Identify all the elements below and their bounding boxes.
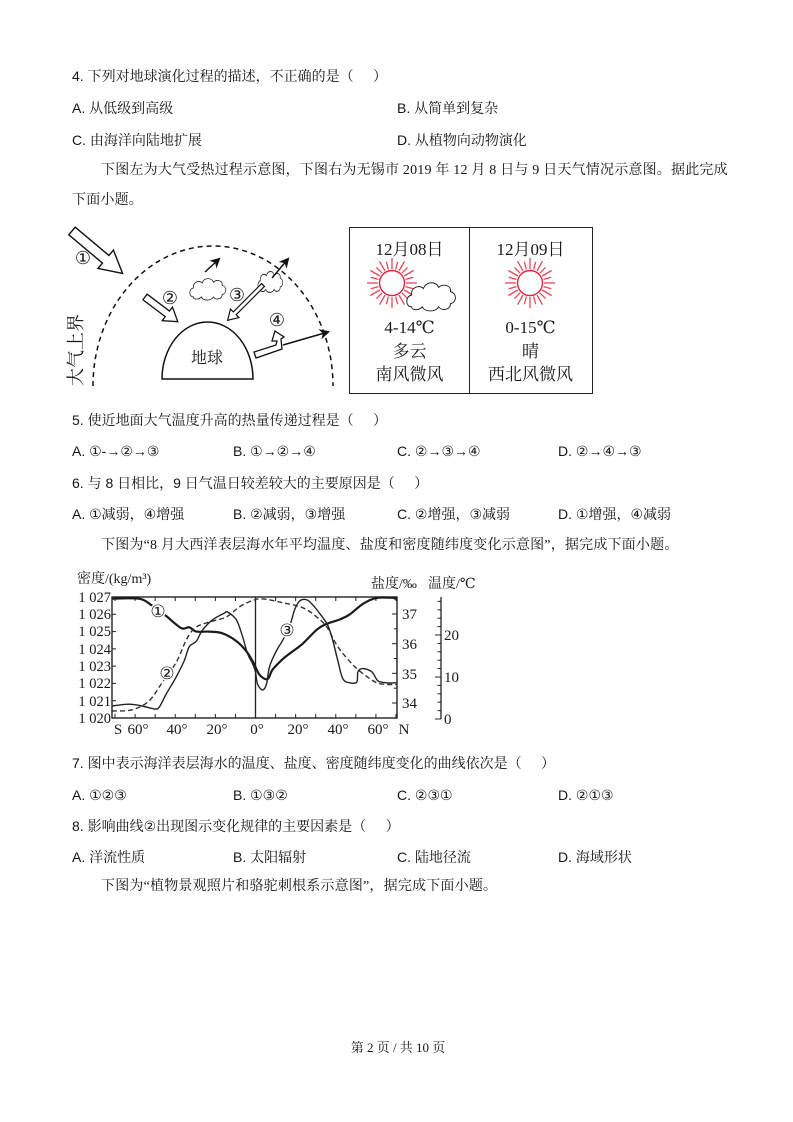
latitude-tick: 60° — [367, 722, 389, 738]
question-5-option-a: A. ①-→②→③ — [72, 443, 160, 459]
density-axis-label: 密度/(kg/m³) — [77, 572, 152, 587]
sun-icon — [503, 256, 557, 310]
marker-2: ② — [161, 288, 179, 308]
earth-label: 地球 — [190, 350, 224, 367]
question-8-stem: 8. 影响曲线②出现图示变化规律的主要因素是（ ） — [72, 818, 400, 834]
density-tick-labels — [78, 590, 111, 727]
weather-day-2-wind: 西北风微风 — [488, 365, 573, 384]
question-8-option-b: B. 太阳辐射 — [233, 849, 307, 865]
latitude-tick: 20° — [206, 722, 228, 738]
question-7-option-a: A. ①②③ — [72, 787, 127, 803]
passage-2: 下图为“8 月大西洋表层海水年平均温度、盐度和密度随纬度变化示意图”，据完成下面小题。 — [101, 538, 679, 553]
weather-day-2-temp: 0-15℃ — [505, 318, 556, 337]
temperature-tick: 0 — [444, 712, 452, 728]
question-7-stem: 7. 图中表示海洋表层海水的温度、盐度、密度随纬度变化的曲线依次是（ ） — [72, 755, 556, 771]
density-tick: 1 021 — [78, 694, 111, 710]
temperature-tick-labels — [444, 628, 459, 728]
question-8-option-a: A. 洋流性质 — [72, 849, 146, 865]
passage-3: 下图为“植物景观照片和骆驼刺根系示意图”，据完成下面小题。 — [101, 879, 498, 894]
question-4-option-c: C. 由海洋向陆地扩展 — [72, 132, 202, 148]
salinity-axis-label: 盐度/‰ — [371, 577, 417, 592]
density-tick: 1 027 — [78, 590, 111, 606]
curve-2-label: ② — [159, 664, 175, 683]
question-7-option-b: B. ①③② — [233, 787, 288, 803]
question-7-option-c: C. ②③① — [397, 787, 453, 803]
question-5-option-d: D. ②→④→③ — [558, 443, 642, 459]
density-tick: 1 020 — [78, 711, 111, 727]
weather-day-1-condition: 多云 — [392, 342, 427, 361]
question-4-option-b: B. 从简单到复杂 — [397, 100, 499, 116]
weather-day-1-temp: 4-14℃ — [384, 318, 435, 337]
latitude-tick: 40° — [327, 722, 349, 738]
marker-4: ④ — [268, 310, 286, 330]
question-4-stem: 4. 下列对地球演化过程的描述，不正确的是（ ） — [72, 68, 388, 84]
ground-radiation-arrow-icon — [254, 331, 284, 358]
question-6-option-a: A. ①减弱，④增强 — [72, 506, 185, 522]
density-tick: 1 023 — [78, 659, 111, 675]
marker-1: ① — [74, 248, 92, 268]
density-tick: 1 026 — [78, 607, 111, 623]
question-6-option-c: C. ②增强，③减弱 — [397, 506, 510, 522]
weather-day-2-date: 12月09日 — [496, 240, 565, 259]
curve-1-label: ① — [150, 602, 166, 621]
question-4-option-a: A. 从低级到高级 — [72, 100, 174, 116]
cloud-icon — [190, 279, 226, 300]
passage-1-line-2: 下面小题。 — [72, 193, 143, 208]
question-6-stem: 6. 与 8 日相比，9 日气温日较差较大的主要原因是（ ） — [72, 475, 429, 491]
salinity-tick: 35 — [402, 667, 417, 683]
temperature-axis-label: 温度/℃ — [428, 577, 476, 592]
question-6-option-d: D. ①增强，④减弱 — [558, 506, 671, 522]
question-6-option-b: B. ②减弱，③增强 — [233, 506, 346, 522]
cloud-icon — [403, 276, 457, 314]
weather-day-1-wind: 南风微风 — [375, 365, 444, 384]
question-7-option-d: D. ②①③ — [558, 787, 614, 803]
passage-1-line-1: 下图左为大气受热过程示意图，下图右为无锡市 2019 年 12 月 8 日与 9 日天气情况示意图。据此完成 — [101, 163, 728, 178]
marker-3: ③ — [228, 285, 246, 305]
density-tick: 1 025 — [78, 624, 111, 640]
latitude-tick: 20° — [287, 722, 309, 738]
density-tick: 1 024 — [78, 642, 111, 658]
latitude-tick: 40° — [166, 722, 188, 738]
latitude-tick: S — [113, 722, 123, 738]
question-5-option-b: B. ①→②→④ — [233, 443, 316, 459]
question-8-option-c: C. 陆地径流 — [397, 849, 471, 865]
question-5-stem: 5. 使近地面大气温度升高的热量传递过程是（ ） — [72, 412, 388, 428]
question-8-option-d: D. 海域形状 — [558, 849, 632, 865]
atmosphere-boundary-label: 大气上界 — [66, 314, 86, 386]
temperature-tick: 20 — [444, 628, 459, 644]
curve-3-label: ③ — [279, 621, 295, 640]
latitude-tick: 60° — [127, 722, 149, 738]
radiation-to-space-arrow-icon — [283, 332, 328, 345]
salinity-tick: 37 — [402, 607, 417, 623]
salinity-tick: 34 — [402, 696, 417, 712]
reflection-arrow-icon — [205, 259, 219, 272]
ocean-surface-chart — [60, 560, 500, 745]
weather-day-1-date: 12月08日 — [375, 240, 444, 259]
salinity-tick: 36 — [402, 637, 417, 653]
atmosphere-heating-diagram — [60, 220, 350, 400]
weather-day-2-condition: 晴 — [522, 342, 539, 361]
temperature-tick: 10 — [444, 670, 459, 686]
question-5-option-c: C. ②→③→④ — [397, 443, 481, 459]
latitude-tick: 0° — [250, 722, 264, 738]
question-4-option-d: D. 从植物向动物演化 — [397, 132, 527, 148]
latitude-tick: N — [398, 722, 410, 738]
salinity-tick-labels — [402, 607, 418, 712]
density-tick: 1 022 — [78, 676, 111, 692]
latitude-tick-labels — [114, 722, 410, 738]
page-number: 第 2 页 / 共 10 页 — [350, 1040, 446, 1055]
